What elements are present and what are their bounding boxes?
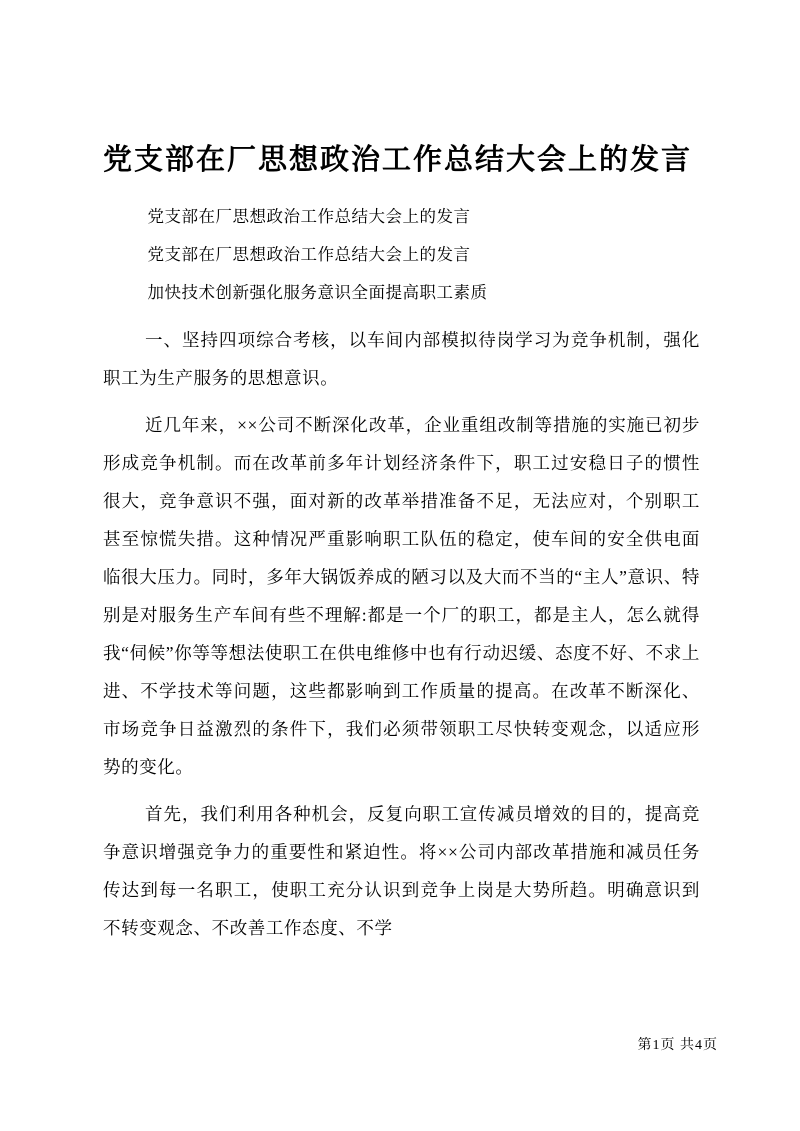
body-paragraph: 近几年来，××公司不断深化改革，企业重组改制等措施的实施已初步形成竞争机制。而在改革前多年计划经济条件下，职工过安稳日子的惯性很大，竞争意识不强，面对新的改革举措准备不足，无法应对，个别职工甚至惊慌失措。这种情况严重影响职工队伍的稳定，使车间的安全供电面临很大压力。同时，多年大锅饭养成的陋习以及大而不当的“主人”意识、特别是对服务生产车间有些不理解:都是一个厂的职工，都是主人，怎么就得我“伺候”你等等想法使职工在供电维修中也有行动迟缓、态度不好、不求上进、不学技术等问题，这些都影响到工作质量的提高。在改革不断深化、市场竞争日益激烈的条件下，我们必须带领职工尽快转变观念，以适应形势的变化。 xyxy=(103,415,700,777)
page-footer: 第1页 共4页 xyxy=(637,1038,718,1053)
subtitle-block xyxy=(103,198,700,312)
document-body xyxy=(103,321,700,947)
document-title: 党支部在厂思想政治工作总结大会上的发言 xyxy=(103,144,693,176)
subtitle-line: 加快技术创新强化服务意识全面提高职工素质 xyxy=(147,283,488,302)
body-paragraph: 一、坚持四项综合考核，以车间内部模拟待岗学习为竞争机制，强化职工为生产服务的思想意识。 xyxy=(103,330,700,388)
subtitle-line: 党支部在厂思想政治工作总结大会上的发言 xyxy=(147,207,471,226)
body-paragraph: 首先，我们利用各种机会，反复向职工宣传减员增效的目的，提高竞争意识增强竞争力的重要性和紧迫性。将××公司内部改革措施和减员任务传达到每一名职工，使职工充分认识到竞争上岗是大势所趋。明确意识到不转变观念、不改善工作态度、不学 xyxy=(103,804,700,938)
subtitle-line: 党支部在厂思想政治工作总结大会上的发言 xyxy=(147,245,471,264)
